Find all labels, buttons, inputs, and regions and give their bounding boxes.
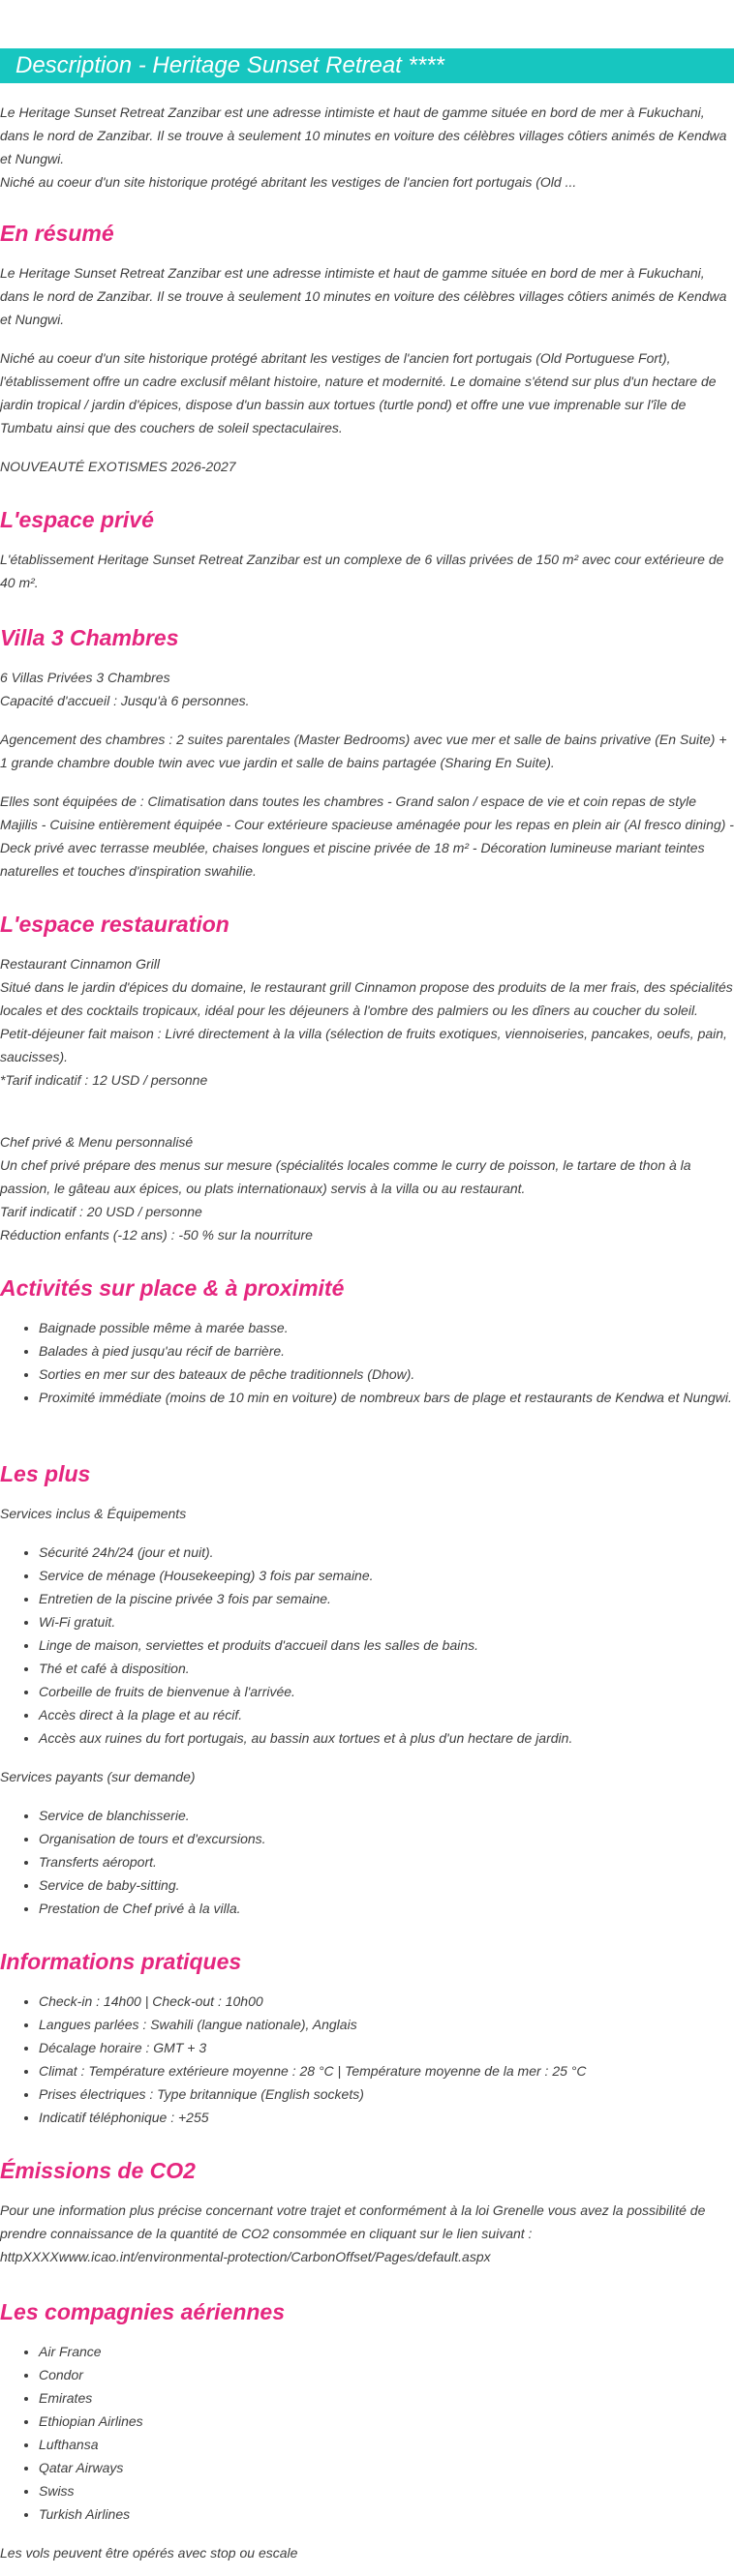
chef-line: Tarif indicatif : 20 USD / personne <box>0 1204 202 1219</box>
restaurant-line: Situé dans le jardin d'épices du domaine, le restaurant grill Cinnamon propose des produits de la mer frais, des spécialités locales et des cocktails tropicaux, idéal pour les déjeuners à l'ombre des palmiers ou les dîners au coucher du soleil. <box>0 979 733 1018</box>
espace-prive-paragraph: L'établissement Heritage Sunset Retreat Zanzibar est un complexe de 6 villas privées de 150 m² avec cour extérieure de 40 m². <box>0 552 724 590</box>
section-heading: En résumé <box>0 221 114 246</box>
list-item: • Baignade possible même à marée basse. <box>39 1316 734 1339</box>
list-item: • Qatar Airways <box>39 2456 734 2479</box>
compagnies-list-wrap <box>0 2340 734 2526</box>
inclus-label-wrap <box>0 1502 734 1525</box>
list-item: • Check-in : 14h00 | Check-out : 10h00 <box>39 1990 734 2013</box>
infos-list-wrap <box>0 1990 734 2129</box>
villa-paragraph: Elles sont équipées de : Climatisation dans toutes les chambres - Grand salon / espace de vie et coin repas de style Majilis - Cuisine entièrement équipée - Cour extérieure spacieuse aménagée pour les repas en plein air (Al fresco dining) - Deck privé avec terrasse meublée, chaises longues et piscine privée de 18 m² - Décoration lumineuse mariant teintes naturelles et touches d'inspiration swahilie. <box>0 794 734 879</box>
plus-section <box>0 1459 734 1488</box>
list-item: • Linge de maison, serviettes et produits d'accueil dans les salles de bains. <box>39 1633 734 1657</box>
list-item: • Ethiopian Airlines <box>39 2410 734 2433</box>
novelty-label: NOUVEAUTÉ EXOTISMES 2026-2027 <box>0 459 236 474</box>
restauration-section <box>0 910 734 939</box>
restaurant-line: Petit-déjeuner fait maison : Livré directement à la villa (sélection de fruits exotiques, viennoiseries, pancakes, oeufs, pain, saucisses). <box>0 1026 727 1064</box>
list-item: • Condor <box>39 2363 734 2386</box>
resume-body-3 <box>0 455 734 478</box>
list-item: • Thé et café à disposition. <box>39 1657 734 1680</box>
inclus-list-wrap <box>0 1541 734 1750</box>
list-item: • Swiss <box>39 2479 734 2502</box>
list-item: • Décalage horaire : GMT + 3 <box>39 2036 734 2059</box>
list-item: • Accès direct à la plage et au récif. <box>39 1703 734 1726</box>
list-item: • Proximité immédiate (moins de 10 min en voiture) de nombreux bars de plage et restaurants de Kendwa et Nungwi. <box>39 1386 734 1409</box>
section-heading: L'espace privé <box>0 507 154 532</box>
resume-body <box>0 261 734 331</box>
list-item: • Organisation de tours et d'excursions. <box>39 1827 734 1850</box>
list-item: • Balades à pied jusqu'au récif de barrière. <box>39 1339 734 1363</box>
intro-paragraph: Niché au coeur d'un site historique protégé abritant les vestiges de l'ancien fort portugais (Old ... <box>0 174 577 190</box>
section-heading: Les compagnies aériennes <box>0 2299 286 2324</box>
co2-section <box>0 2156 734 2185</box>
inclus-label: Services inclus & Équipements <box>0 1506 187 1521</box>
compagnies-list <box>0 2340 734 2526</box>
villa-body-2 <box>0 728 734 774</box>
restaurant-line: *Tarif indicatif : 12 USD / personne <box>0 1072 208 1088</box>
list-item: • Entretien de la piscine privée 3 fois par semaine. <box>39 1587 734 1610</box>
activites-list <box>0 1316 734 1409</box>
resume-section <box>0 219 734 248</box>
list-item: • Prestation de Chef privé à la villa. <box>39 1897 734 1920</box>
list-item: • Air France <box>39 2340 734 2363</box>
villa-paragraph: Agencement des chambres : 2 suites parentales (Master Bedrooms) avec vue mer et salle de bains privative (En Suite) + 1 grande chambre double twin avec vue jardin et salle de bains partagée (Sharing En Suite). <box>0 732 727 770</box>
list-item: • Prises électriques : Type britannique (English sockets) <box>39 2082 734 2106</box>
villa-section <box>0 623 734 652</box>
section-heading: Villa 3 Chambres <box>0 625 179 650</box>
list-item: • Langues parlées : Swahili (langue nationale), Anglais <box>39 2013 734 2036</box>
title-bar <box>0 48 734 83</box>
section-heading: Activités sur place & à proximité <box>0 1275 345 1301</box>
list-item: • Service de blanchisserie. <box>39 1804 734 1827</box>
activites-list-wrap <box>0 1316 734 1409</box>
payants-label: Services payants (sur demande) <box>0 1769 196 1784</box>
villa-body-3 <box>0 790 734 883</box>
co2-body <box>0 2199 734 2268</box>
co2-paragraph <box>0 2199 734 2268</box>
co2-link[interactable]: httpXXXXwww.icao.int/environmental-protection/CarbonOffset/Pages/default.aspx <box>0 2249 491 2264</box>
compagnies-section <box>0 2297 734 2326</box>
payants-list <box>0 1804 734 1920</box>
list-item: • Sécurité 24h/24 (jour et nuit). <box>39 1541 734 1564</box>
espace-prive-body <box>0 548 734 594</box>
resume-paragraph: Niché au coeur d'un site historique protégé abritant les vestiges de l'ancien fort portugais (Old Portuguese Fort), l'établissement offre un cadre exclusif mêlant histoire, nature et modernité. Le domaine s'étend sur plus d'un hectare de jardin tropical / jardin d'épices, dispose d'un bassin aux tortues (turtle pond) et offre une vue imprenable sur l'île de Tumbatu ainsi que des couchers de soleil spectaculaires. <box>0 350 717 435</box>
list-item: • Transferts aéroport. <box>39 1850 734 1873</box>
list-item: • Corbeille de fruits de bienvenue à l'arrivée. <box>39 1680 734 1703</box>
chef-line: Réduction enfants (-12 ans) : -50 % sur la nourriture <box>0 1227 313 1243</box>
villa-body <box>0 666 734 712</box>
chef-body <box>0 1130 734 1246</box>
activites-section <box>0 1273 734 1303</box>
list-item: • Wi-Fi gratuit. <box>39 1610 734 1633</box>
section-heading: Émissions de CO2 <box>0 2158 196 2183</box>
list-item: • Lufthansa <box>39 2433 734 2456</box>
infos-list <box>0 1990 734 2129</box>
list-item: • Accès aux ruines du fort portugais, au bassin aux tortues et à plus d'un hectare de jardin. <box>39 1726 734 1750</box>
intro-section <box>0 101 734 194</box>
page-title: Description - Heritage Sunset Retreat **** <box>15 52 444 78</box>
infos-section <box>0 1947 734 1976</box>
list-item: • Turkish Airlines <box>39 2502 734 2526</box>
intro-paragraph: Le Heritage Sunset Retreat Zanzibar est une adresse intimiste et haut de gamme située en bord de mer à Fukuchani, dans le nord de Zanzibar. Il se trouve à seulement 10 minutes en voiture des célèbres villages côtiers animés de Kendwa et Nungwi. <box>0 105 727 166</box>
list-item: • Service de ménage (Housekeeping) 3 fois par semaine. <box>39 1564 734 1587</box>
inclus-list <box>0 1541 734 1750</box>
list-item: • Emirates <box>39 2386 734 2410</box>
resume-body-2 <box>0 346 734 439</box>
co2-text: Pour une information plus précise concernant votre trajet et conformément à la loi Grenelle vous avez la possibilité de prendre connaissance de la quantité de CO2 consommée en cliquant sur le lien suivant : <box>0 2202 706 2241</box>
section-heading: Informations pratiques <box>0 1949 242 1974</box>
payants-list-wrap <box>0 1804 734 1920</box>
list-item: • Indicatif téléphonique : +255 <box>39 2106 734 2129</box>
payants-label-wrap <box>0 1765 734 1788</box>
restaurant-body <box>0 952 734 1092</box>
section-heading: Les plus <box>0 1461 91 1486</box>
compagnies-note: Les vols peuvent être opérés avec stop ou escale <box>0 2545 298 2561</box>
villa-line: Capacité d'accueil : Jusqu'à 6 personnes. <box>0 693 250 708</box>
chef-line: Un chef privé prépare des menus sur mesure (spécialités locales comme le curry de poisson, le tartare de thon à la passion, le gâteau aux épices, ou plats internationaux) servis à la villa ou au restaurant. <box>0 1157 691 1196</box>
villa-line: 6 Villas Privées 3 Chambres <box>0 670 170 685</box>
resume-paragraph: Le Heritage Sunset Retreat Zanzibar est une adresse intimiste et haut de gamme située en bord de mer à Fukuchani, dans le nord de Zanzibar. Il se trouve à seulement 10 minutes en voiture des célèbres villages côtiers animés de Kendwa et Nungwi. <box>0 265 727 327</box>
restaurant-line: Restaurant Cinnamon Grill <box>0 956 160 972</box>
list-item: • Climat : Température extérieure moyenne : 28 °C | Température moyenne de la mer : 25 °C <box>39 2059 734 2082</box>
section-heading: L'espace restauration <box>0 912 229 937</box>
chef-line: Chef privé & Menu personnalisé <box>0 1134 194 1150</box>
compagnies-note-wrap <box>0 2541 734 2564</box>
list-item: • Service de baby-sitting. <box>39 1873 734 1897</box>
list-item: • Sorties en mer sur des bateaux de pêche traditionnels (Dhow). <box>39 1363 734 1386</box>
espace-prive-section <box>0 505 734 534</box>
